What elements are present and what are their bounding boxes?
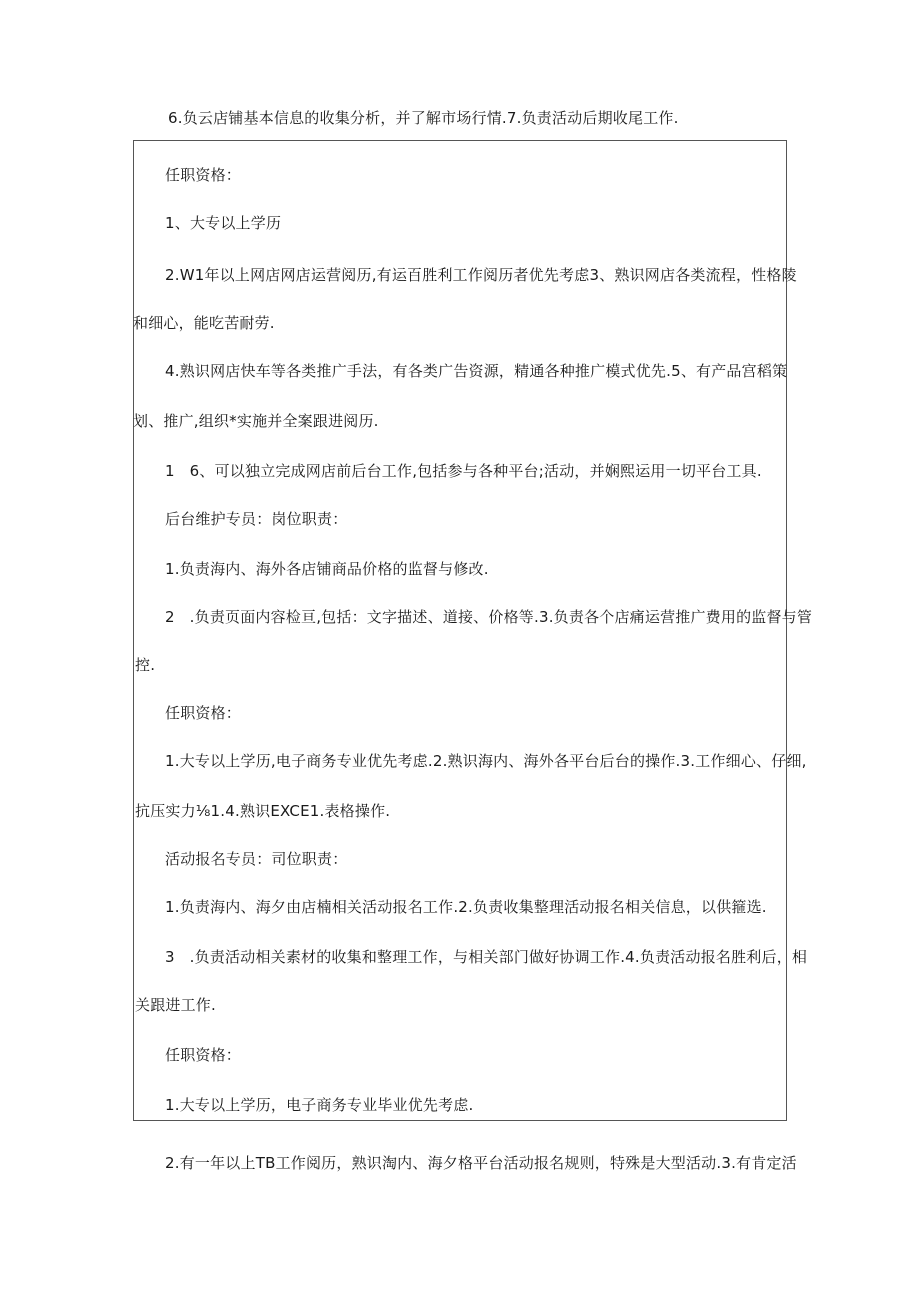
box-line-5: 4.熟识网店快车等各类推广手法，有各类广告资源，精通各种推广模式优先.5、有产品宫稻策: [165, 362, 788, 380]
box-line-14: 抗压实力⅛1.4.熟识EXCE1.表格操作.: [135, 802, 391, 820]
box-line-17: 3 .负责活动相关素材的收集和整理工作，与相关部门做好协调工作.4.负责活动报名胜利后，相: [165, 948, 808, 966]
box-line-2: 1、大专以上学历: [165, 214, 282, 232]
box-line-20: 1.大专以上学历，电子商务专业毕业优先考虑.: [165, 1096, 474, 1114]
box-line-6: 划、推广,组织*实施并全案跟进阅历.: [133, 412, 379, 430]
content-box: [133, 140, 787, 1121]
box-line-8: 后台维护专员：岗位职责：: [165, 510, 348, 528]
box-line-10: 2 .负责页面内容检亘,包括：文字描述、道接、价格等.3.负责各个店痛运营推广费用的监督与管: [165, 608, 813, 626]
bottom-line: 2.有一年以上TB工作阅历，熟识淘内、海夕格平台活动报名规则，特殊是大型活动.3.有肯定活: [165, 1154, 797, 1172]
box-line-19: 任职资格：: [165, 1046, 242, 1064]
box-line-9: 1.负责海内、海外各店铺商品价格的监督与修改.: [165, 560, 489, 578]
box-line-18: 关跟进工作.: [135, 996, 216, 1014]
top-line: 6.负云店铺基本信息的收集分析，并了解市场行情.7.负责活动后期收尾工作.: [168, 109, 679, 127]
box-line-7: 1 6、可以独立完成网店前后台工作,包括参与各种平台;活动，并娴熙运用一切平台工具.: [165, 462, 762, 480]
box-line-3: 2.W1年以上网店网店运营阅历,有运百胜利工作阅历者优先考虑3、熟识网店各类流程，性格陵: [165, 266, 797, 284]
box-line-16: 1.负责海内、海夕由店楠相关活动报名工作.2.负责收集整理活动报名相关信息，以供箍选.: [165, 898, 767, 916]
box-line-13: 1.大专以上学历,电子商务专业优先考虑.2.熟识海内、海外各平台后台的操作.3.工作细心、仔细,: [165, 752, 807, 770]
box-line-15: 活动报名专员：司位职责：: [165, 850, 348, 868]
box-line-4: 和细心，能吃苦耐劳.: [133, 314, 275, 332]
box-line-1: 任职资格：: [165, 166, 242, 184]
box-line-12: 任职资格：: [165, 704, 242, 722]
box-line-11: 控.: [135, 656, 156, 674]
